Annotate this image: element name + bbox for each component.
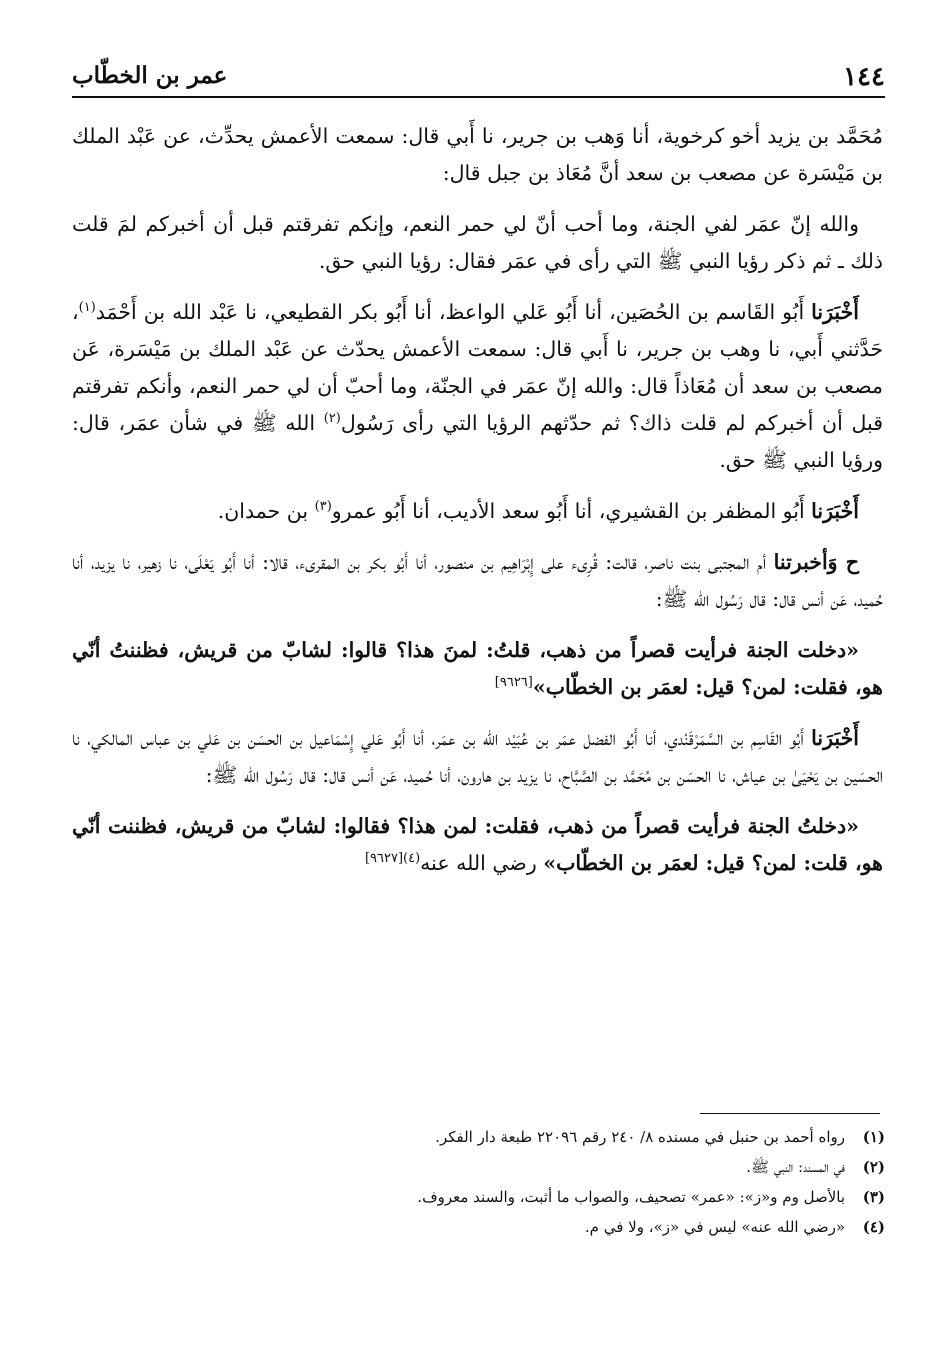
paragraph-hadith-1: [72, 632, 883, 706]
footnote-ref: (١): [78, 300, 96, 316]
footnote-item: [200, 1122, 885, 1152]
footnote-number: (١): [862, 1128, 885, 1146]
footnote-ref: (٢): [323, 411, 341, 427]
paragraph-text: بن حمدان.: [217, 499, 315, 523]
footnote-divider: [700, 1113, 880, 1114]
footnote-number: (٢): [862, 1158, 885, 1176]
paragraph-isnad-1: [72, 118, 883, 192]
narration-keyword: أَخْبَرَنا: [811, 300, 859, 324]
paragraph-text: مُحَمَّد بن يزيد أخو كرخوية، أنا وَهب بن جرير، نا أَبي قال: سمعت الأعمش يحدِّث، عن عَبْد الملك بن مَيْسَرة عن مصعب بن سعد أنَّ مُعَاذ بن جبل قال:: [72, 124, 883, 185]
paragraph-text: ، حَدَّثني أَبي، نا وهب بن جرير، نا أَبي قال: سمعت الأعمش يحدّث عن عَبْد الملك بن مَيْسَرة، عَن مصعب بن سعد أن مُعَاذاً قال: والله إنّ عمَر في الجنّة، وما أحبّ أن لي حمر النعم، وأنكم تفرقتم قبل أن أخبركم لم قلت ذاك؟ ثم حدّثهم الرؤيا التي رأى رَسُول: [72, 300, 883, 435]
hadith-number: [٩٦٢٦]: [494, 675, 533, 691]
footnote-item: [200, 1182, 885, 1212]
hadith-text: «دخلتُ الجنة فرأيت قصراً من ذهب، فقلت: لمن هذا؟ فقالوا: لشابّ من قريش، فظننت أنّي هو، قلت: لمن؟ قيل: لعمَر بن الخطّاب»: [72, 814, 883, 875]
footnote-number: (٣): [862, 1188, 885, 1206]
paragraph-text: أم المجتبى بنت ناصر، قالت: قُرِىء على إِبْرَاهِيم بن منصور، أنا أَبُو بكر بن المقرىء، قالا: أنا أَبُو يَعْلَى، نا زهير، نا يزيد، أنا حُميد، عَن أنس قال: قال رَسُول الله ﷺ:: [72, 550, 883, 611]
paragraph-text: رضي الله عنه: [420, 851, 544, 875]
paragraph-text: الله ﷺ في شأن عمَر، قال: ورؤيا النبي ﷺ حق.: [72, 411, 883, 472]
narration-keyword: أَخْبَرَنا: [811, 726, 859, 750]
footnote-ref: (٣): [314, 499, 332, 515]
footnotes: [200, 1122, 885, 1242]
paragraph-isnad-2: [72, 294, 883, 479]
footnote-text: «رضي الله عنه» ليس في «ز»، ولا في م.: [584, 1218, 845, 1236]
footnote-ref: (٤): [403, 851, 421, 867]
paragraph-text: أَبُو القَاسِم بن السَّمَرْقَنْدي، أنا أَبُو الفضل عمَر بن عُبَيْد الله بن عمَر، أنا أَبُو عَلي إِسْمَاعيل بن الحسَن بن عَلي بن عباس المالكي، نا الحسَين بن يَحْيَىٰ بن عياش، نا الحسَن بن مُحَمَّد بن الصَّبَّاح، نا يزيد بن هارون، أنا حُميد، عَن أنس قال: قال رَسُول الله ﷺ:: [72, 726, 883, 787]
narration-keyword: ح وَأخبرتنا: [773, 550, 859, 574]
paragraph-hadith-2: [72, 808, 883, 882]
paragraph-text: أَبُو المظفر بن القشيري، أنا أَبُو سعد الأديب، أنا أَبُو عمرو: [331, 499, 812, 523]
paragraph-text: أَبُو القَاسم بن الحُصَين، أنا أَبُو عَلي الواعظ، أنا أَبُو بكر القطيعي، نا عَبْد الله بن أَحْمَد: [95, 300, 812, 324]
paragraph-isnad-3: [72, 493, 883, 530]
footnote-text: بالأصل وم و«ز»: «عمر» تصحيف، والصواب ما أثبت، والسند معروف.: [417, 1188, 845, 1206]
paragraph-text: والله إنّ عمَر لفي الجنة، وما أحب أنّ لي حمر النعم، وإنكم تفرقتم قبل أن أخبركم لمَ قلت ذلك ـ ثم ذكر رؤيا النبي ﷺ التي رأى في عمَر فقال: رؤيا النبي حق.: [72, 212, 883, 273]
footnote-text: في المسند: النبي ﷺ.: [746, 1158, 845, 1176]
paragraph-isnad-4: [72, 544, 883, 618]
footnote-text: رواه أحمد بن حنبل في مسنده ٨/ ٢٤٠ رقم ٢٢٠٩٦ طبعة دار الفكر.: [435, 1128, 845, 1146]
hadith-text: «دخلت الجنة فرأيت قصراً من ذهب، قلتُ: لمنَ هذا؟ قالوا: لشابّ من قريش، فظننتُ أنّي هو، فقلت: لمن؟ قيل: لعمَر بن الخطّاب»: [72, 638, 883, 699]
footnote-item: [200, 1152, 885, 1182]
paragraph-quote-1: [72, 206, 883, 280]
paragraph-isnad-5: [72, 720, 883, 794]
running-title: عمر بن الخطّاب: [72, 62, 228, 89]
main-text: [72, 118, 883, 896]
narration-keyword: أَخْبَرَنا: [811, 499, 859, 523]
footnote-number: (٤): [862, 1218, 885, 1236]
page-number: ١٤٤: [843, 62, 885, 92]
hadith-number: [٩٦٢٧]: [364, 851, 404, 867]
page-header: [72, 60, 885, 98]
footnote-item: [200, 1212, 885, 1242]
